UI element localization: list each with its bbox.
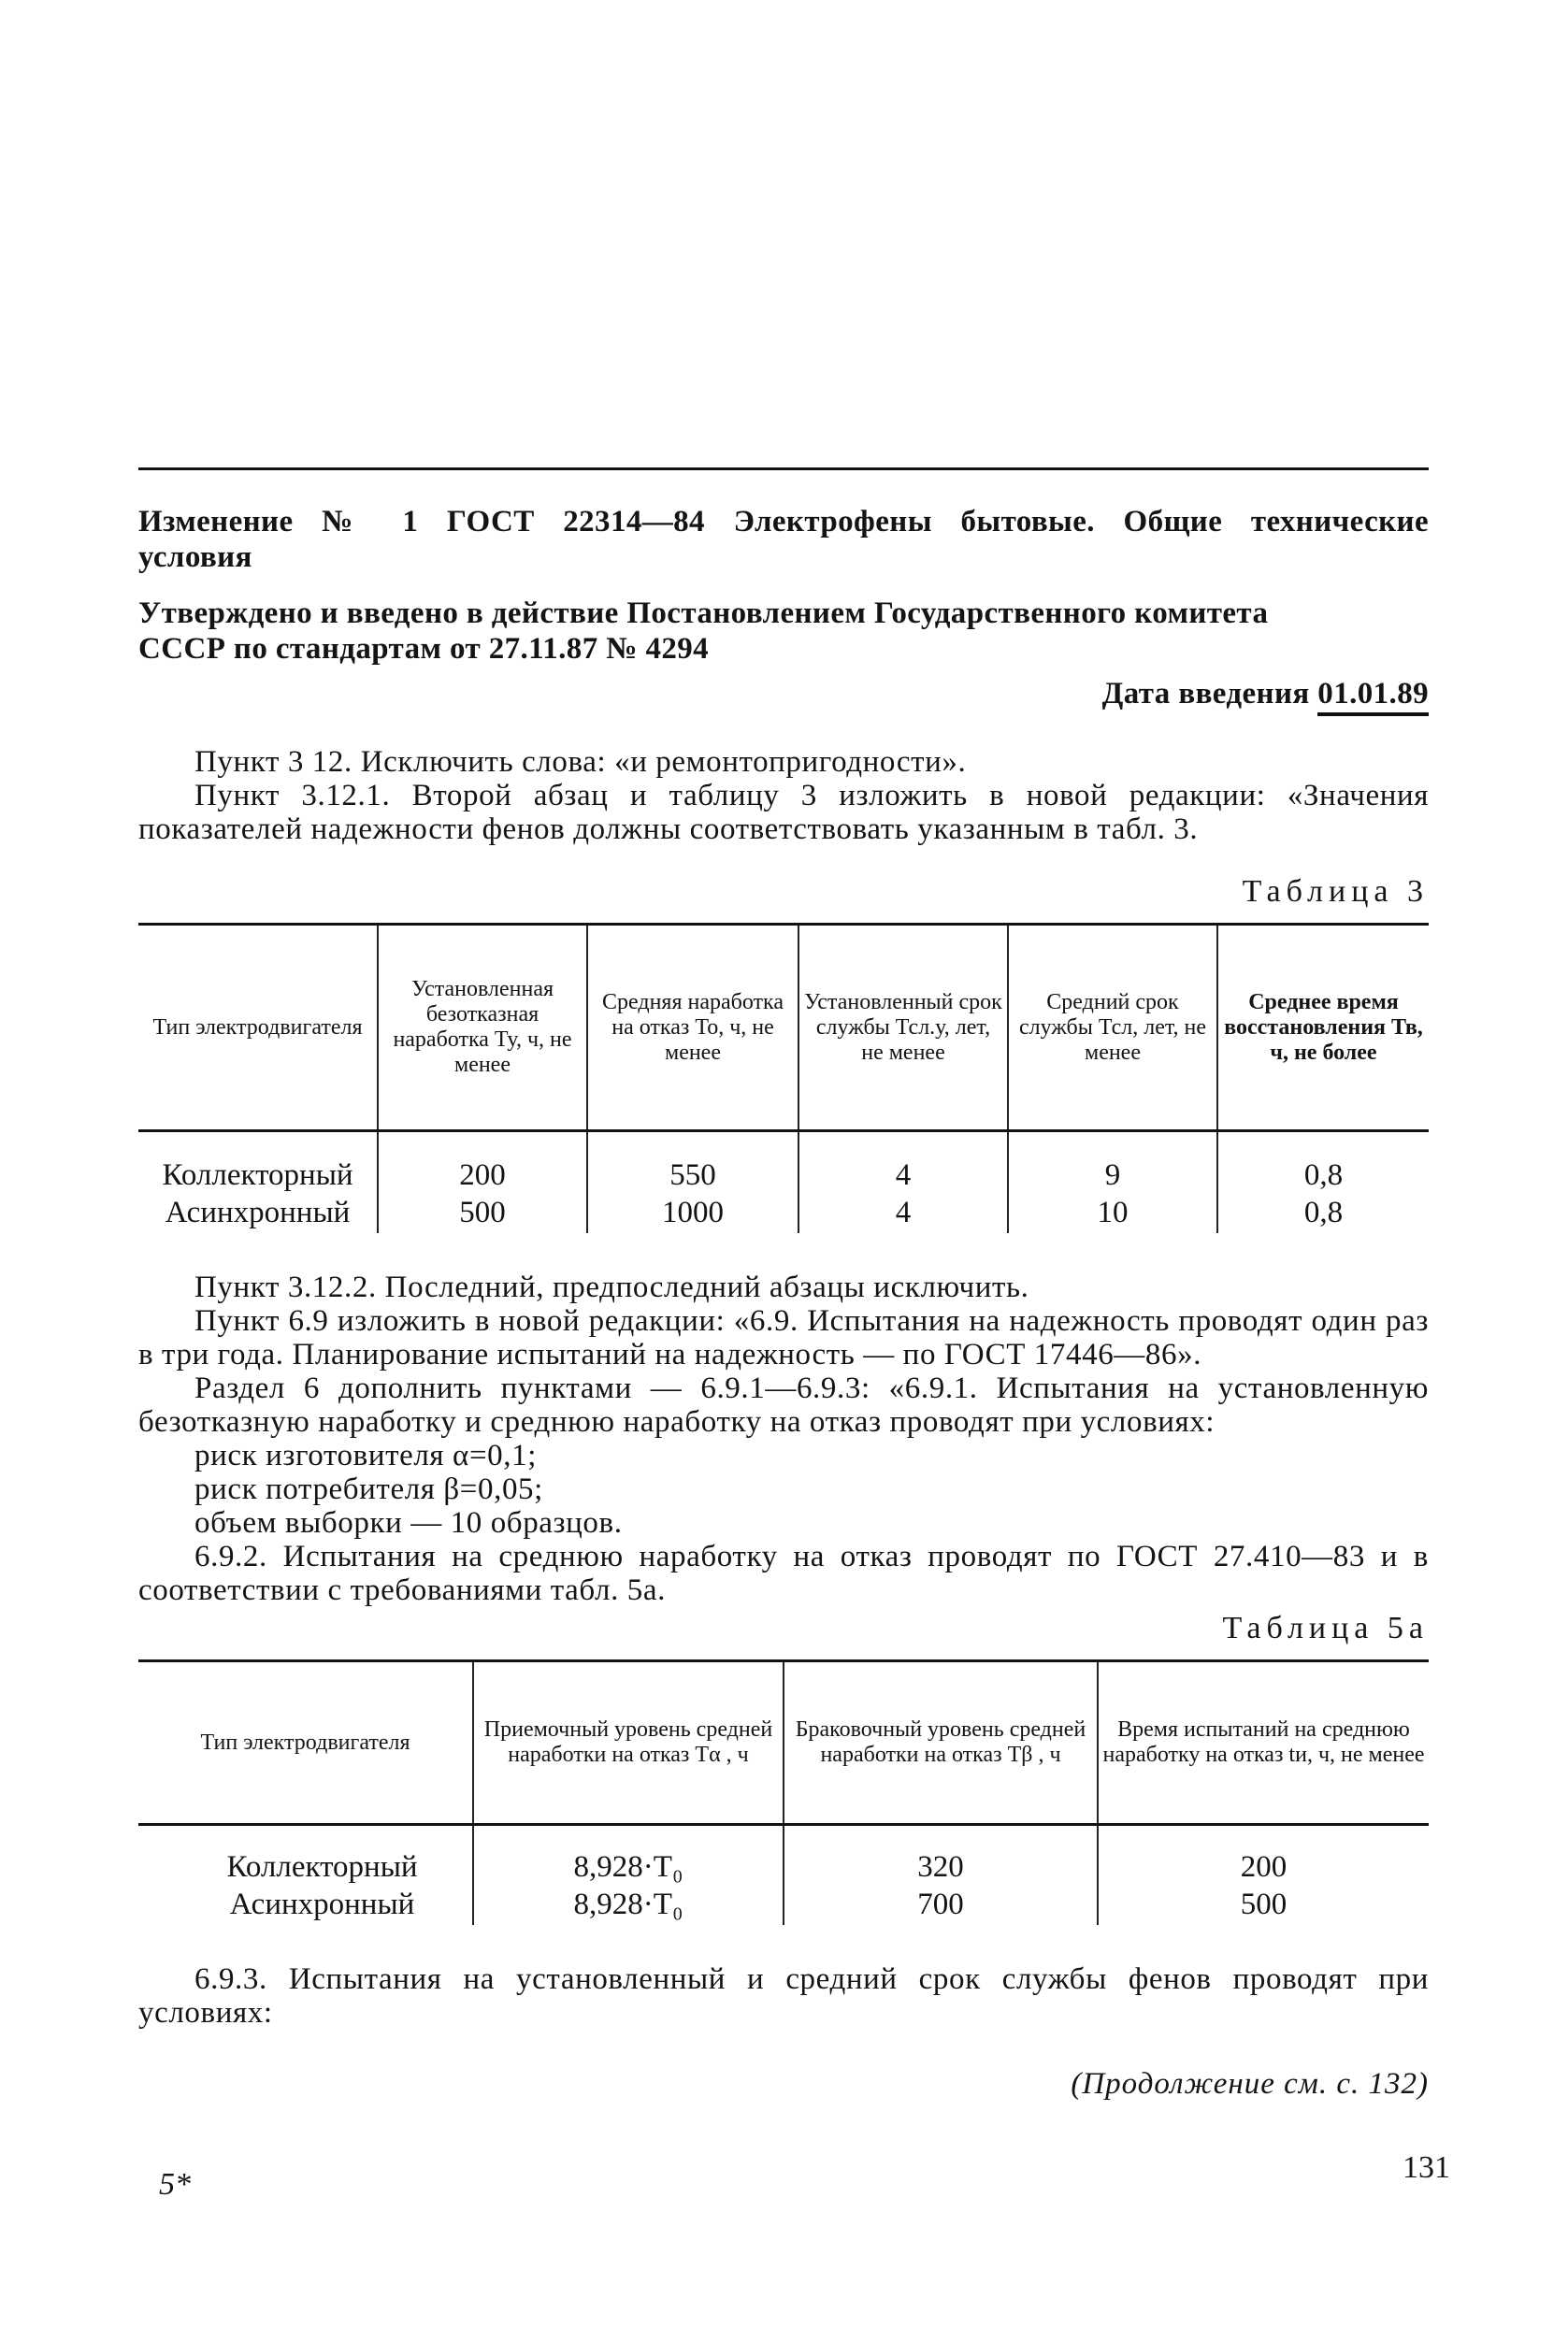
risk-manufacturer: риск изготовителя α=0,1; (194, 1439, 537, 1472)
paragraph-3-12-1: Пункт 3.12.1. Второй абзац и таблицу 3 изложить в новой редакции: «Значения показателей надежности фенов должны соответствовать указанным в табл. 3. (138, 779, 1429, 846)
table-cell: 500 (378, 1196, 587, 1233)
table-cell: 4 (798, 1131, 1008, 1197)
table-cell: 0,8 (1217, 1196, 1429, 1233)
table3-header-cell: Установленный срок службы Тсл.у, лет, не менее (798, 925, 1008, 1131)
sample-size: объем выборки — 10 образцов. (194, 1506, 623, 1540)
table-cell: 9 (1008, 1131, 1217, 1197)
table3-header-cell: Средняя наработка на отказ То, ч, не менее (587, 925, 798, 1131)
table5a-header-cell: Время испытаний на среднюю наработку на отказ tи, ч, не менее (1098, 1661, 1429, 1825)
table3-header-cell: Среднее время восстановления Тв, ч, не более (1217, 925, 1429, 1131)
table-cell: 500 (1098, 1888, 1429, 1925)
table-row (138, 1888, 1429, 1925)
table-cell: Асинхронный (165, 1196, 351, 1229)
table3-header-cell: Установленная безотказная наработка Ту, ч, не менее (378, 925, 587, 1131)
table-cell: 700 (784, 1888, 1098, 1925)
paragraph-6-9-3: 6.9.3. Испытания на установленный и средний срок службы фенов проводят при условиях: (138, 1962, 1429, 2030)
table-row (138, 1196, 1429, 1233)
table3-caption: Таблица 3 (1242, 874, 1429, 909)
table-cell: Коллекторный (162, 1158, 353, 1192)
paragraph-6-9-2: 6.9.2. Испытания на среднюю наработку на отказ проводят по ГОСТ 27.410—83 и в соответствии с требованиями табл. 5а. (138, 1540, 1429, 1607)
table-cell: Асинхронный (229, 1888, 415, 1921)
paragraph-3-12: Пункт 3 12. Исключить слова: «и ремонтопригодности». (194, 745, 967, 779)
table-cell: 200 (1098, 1825, 1429, 1889)
risk-consumer: риск потребителя β=0,05; (194, 1472, 543, 1506)
top-rule (138, 467, 1429, 470)
table5a-caption: Таблица 5а (1222, 1611, 1429, 1645)
body-text-3 (138, 1962, 1429, 2030)
table-cell: 10 (1008, 1196, 1217, 1233)
amendment-header (138, 504, 1429, 711)
document-page (138, 467, 1429, 2102)
table-cell: 8,928·T₀ (473, 1888, 784, 1925)
table-cell: 320 (784, 1825, 1098, 1889)
table5a-header-row (138, 1661, 1429, 1825)
table-cell: 0,8 (1217, 1131, 1429, 1197)
table5a-header-cell: Приемочный уровень средней наработки на отказ Тα , ч (473, 1661, 784, 1825)
amendment-title-cont: условия (138, 540, 252, 574)
table5a-header-cell: Тип электродвигателя (138, 1661, 473, 1825)
table-row (138, 1131, 1429, 1197)
table5a-header-cell: Браковочный уровень средней наработки на отказ Тβ , ч (784, 1661, 1098, 1825)
body-text-2 (138, 1271, 1429, 1607)
table-5a (138, 1659, 1429, 1925)
introduction-date (138, 676, 1429, 711)
paragraph-section-6: Раздел 6 дополнить пунктами — 6.9.1—6.9.3: «6.9.1. Испытания на установленную безотказную наработку и среднюю наработку на отказ проводят при условиях: (138, 1372, 1429, 1439)
table3-header-row (138, 925, 1429, 1131)
table-cell: Коллекторный (226, 1850, 418, 1884)
approval-text-line1: Утверждено и введено в действие Постановлением Государственного комитета (138, 596, 1269, 630)
table-row (138, 1825, 1429, 1889)
paragraph-6-9: Пункт 6.9 изложить в новой редакции: «6.9. Испытания на надежность проводят один раз в три года. Планирование испытаний на надежность — по ГОСТ 17446—86». (138, 1304, 1429, 1372)
table-cell: 550 (587, 1131, 798, 1197)
page-number: 131 (1403, 2150, 1450, 2185)
approval-text-line2: СССР по стандартам от 27.11.87 № 4294 (138, 632, 710, 666)
table-cell: 1000 (587, 1196, 798, 1233)
table-cell: 200 (378, 1131, 587, 1197)
signature-mark: 5* (159, 2167, 191, 2202)
table-cell: 8,928·T₀ (473, 1825, 784, 1889)
amendment-title: Изменение № 1 ГОСТ 22314—84 Электрофены бытовые. Общие технические (138, 505, 1429, 539)
table3-header-cell: Тип электродвигателя (138, 925, 378, 1131)
table-3 (138, 923, 1429, 1233)
body-text (138, 745, 1429, 846)
table-cell: 4 (798, 1196, 1008, 1233)
intro-date-label: Дата введения (1101, 677, 1310, 711)
continuation-note: (Продолжение см. с. 132) (1071, 2067, 1429, 2101)
table3-header-cell: Средний срок службы Тсл, лет, не менее (1008, 925, 1217, 1131)
intro-date-value: 01.01.89 (1317, 677, 1429, 716)
paragraph-3-12-2: Пункт 3.12.2. Последний, предпоследний абзацы исключить. (194, 1271, 1029, 1304)
